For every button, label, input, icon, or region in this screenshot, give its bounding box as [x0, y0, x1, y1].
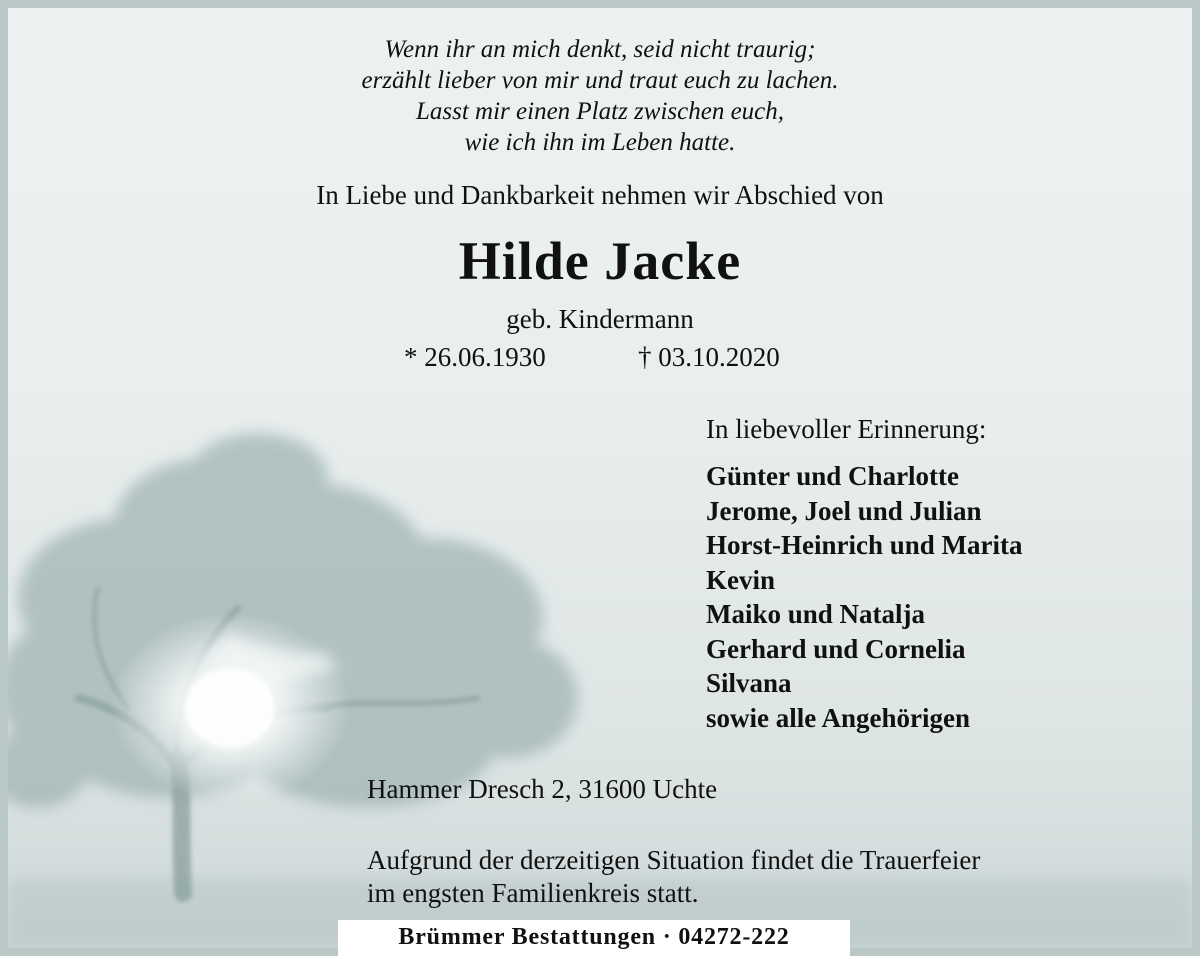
mourner-name: Günter und Charlotte — [706, 461, 960, 491]
mourner-name: Maiko und Natalja — [706, 599, 926, 629]
mourner-name: Gerhard und Cornelia — [706, 633, 966, 664]
birth-name: geb. Kindermann — [506, 304, 694, 334]
mourner-name: Kevin — [706, 564, 776, 595]
deceased-name: Hilde Jacke — [458, 231, 742, 291]
funeral-home-footer: Brümmer Bestattungen · 04272-222 — [338, 920, 850, 956]
birth-date: * 26.06.1930 — [404, 342, 546, 372]
mourner-name: Silvana — [706, 668, 792, 698]
poem-line: wie ich ihn im Leben hatte. — [464, 129, 736, 156]
address: Hammer Dresch 2, 31600 Uchte — [367, 774, 718, 804]
mourners-heading: In liebevoller Erinnerung: — [706, 414, 987, 444]
mourner-name: sowie alle Angehörigen — [706, 702, 970, 733]
mourners-list — [706, 459, 1022, 735]
funeral-note — [367, 844, 980, 910]
farewell-intro: In Liebe und Dankbarkeit nehmen wir Abschied von — [316, 180, 884, 210]
poem — [8, 34, 1192, 158]
mourner-name: Jerome, Joel und Julian — [706, 495, 982, 526]
poem-line: Wenn ihr an mich denkt, seid nicht traurig; — [384, 36, 816, 63]
mourner-name: Horst-Heinrich und Marita — [706, 530, 1023, 560]
poem-line: Lasst mir einen Platz zwischen euch, — [415, 98, 785, 125]
death-date: † 03.10.2020 — [638, 342, 780, 372]
funeral-note-line: Aufgrund der derzeitigen Situation findet die Trauerfeier — [367, 845, 981, 875]
obituary-notice — [8, 8, 1192, 948]
poem-line: erzählt lieber von mir und traut euch zu lachen. — [361, 67, 839, 94]
funeral-note-line: im engsten Familienkreis statt. — [367, 878, 699, 908]
